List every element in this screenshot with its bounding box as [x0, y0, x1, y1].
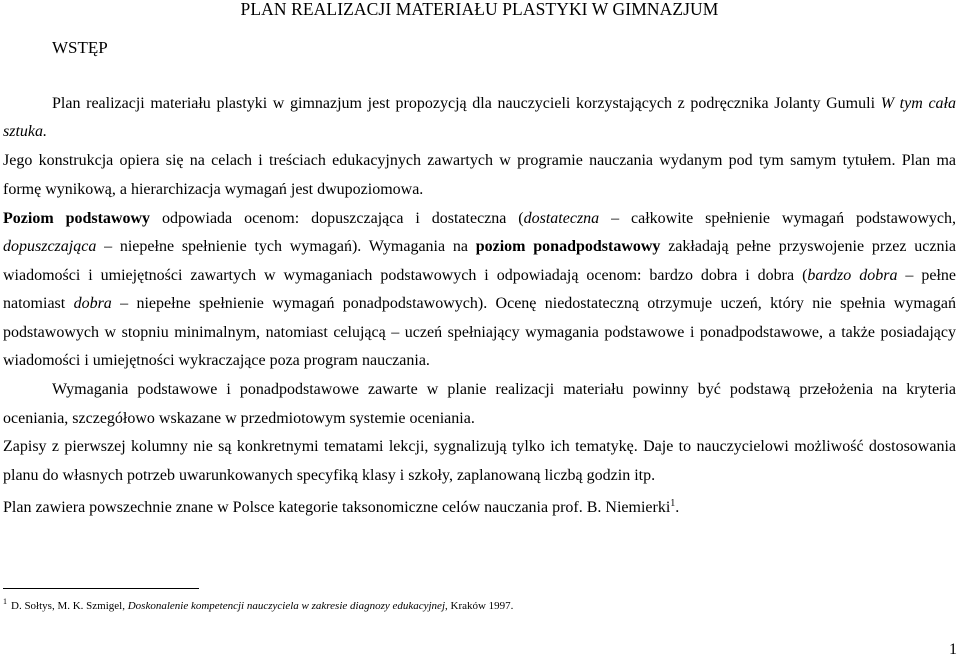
paragraph-intro-line-2: sztuka.: [3, 123, 47, 140]
paragraph-criteria-line-2: oceniania, szczegółowo wskazane w przedmiotowym systemie oceniania.: [3, 410, 475, 427]
footnote-rule: [3, 588, 199, 589]
footnote: $^1$ D. Sołtys, M. K. Szmigel, Doskonalenie kompetencji nauczyciela w zakresie diagnozy edukacyjnej, Kraków 1997.: [3, 597, 514, 612]
paragraph-adaptation-line-1: Zapisy z pierwszej kolumny nie są konkretnymi tematami lekcji, sygnalizują tylko ich tematykę. Daje to nauczycielowi możliwość dostosowania: [3, 438, 956, 455]
paragraph-levels-line-5: podstawowych w stopniu minimalnym, natomiast celującą – uczeń spełniający wymagania podstawowe i ponadpodstawowe, a także posiadający: [3, 324, 956, 341]
paragraph-levels-line-6: wiadomości i umiejętności wykraczające poza program nauczania.: [3, 352, 430, 369]
footnote-number: 1: [3, 597, 7, 606]
paragraph-taxonomy: Plan zawiera powszechnie znane w Polsce kategorie taksonomiczne celów nauczania prof. B. Niemierki$^1$.: [3, 498, 680, 516]
paragraph-criteria-line-1: Wymagania podstawowe i ponadpodstawowe zawarte w planie realizacji materiału powinny być podstawą przełożenia na kryteria: [52, 381, 956, 398]
section-heading: WSTĘP: [52, 38, 108, 57]
paragraph-intro-line-4: formę wynikową, a hierarchizacja wymagań jest dwupoziomowa.: [3, 181, 424, 198]
paragraph-levels-line-4: natomiast dobra – niepełne spełnienie wymagań ponadpodstawowych). Ocenę niedostateczną otrzymuje uczeń, który nie spełnia wymagań: [3, 295, 956, 312]
paragraph-intro-line-3: Jego konstrukcja opiera się na celach i treściach edukacyjnych zawartych w programie nauczania wydanym pod tym samym tytułem. Plan ma: [3, 152, 956, 169]
paragraph-intro-line-1: Plan realizacji materiału plastyki w gimnazjum jest propozycją dla nauczycieli korzystających z podręcznika Jolanty Gumuli W tym cała: [52, 95, 956, 112]
paragraph-levels-line-1: Poziom podstawowy odpowiada ocenom: dopuszczająca i dostateczna (dostateczna – całkowite spełnienie wymagań podstawowych,: [3, 210, 957, 227]
document-title: PLAN REALIZACJI MATERIAŁU PLASTYKI W GIMNAZJUM: [240, 0, 719, 19]
paragraph-adaptation-line-2: planu do własnych potrzeb uwarunkowanych specyfiką klasy i szkoły, zaplanowaną liczbą godzin itp.: [3, 467, 656, 484]
paragraph-levels-line-2: dopuszczająca – niepełne spełnienie tych wymagań). Wymagania na poziom ponadpodstawowy zakładają pełne przyswojenie przez ucznia: [3, 238, 956, 255]
page-number: 1: [949, 641, 957, 658]
footnote-reference: 1: [670, 498, 676, 509]
paragraph-levels-line-3: wiadomości i umiejętności zawartych w wymaganiach podstawowych i odpowiadają ocenom: bardzo dobra i dobra (bardzo dobra – pełne: [3, 267, 957, 284]
